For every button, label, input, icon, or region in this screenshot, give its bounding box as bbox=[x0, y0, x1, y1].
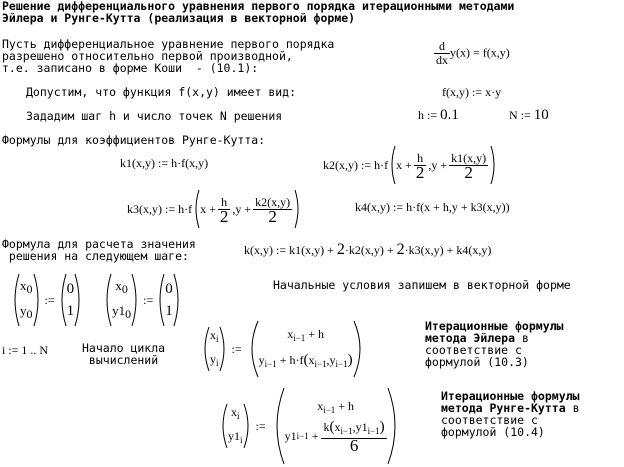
rk-header: Формулы для коэффициентов Рунге-Кутта: bbox=[2, 133, 266, 147]
right-paren bbox=[243, 403, 253, 449]
loop-range: i := 1 .. N bbox=[2, 343, 49, 357]
N-definition: N := 10 bbox=[509, 107, 549, 123]
left-paren bbox=[245, 320, 259, 378]
left-paren bbox=[200, 326, 210, 372]
right-paren bbox=[387, 387, 403, 465]
left-paren bbox=[10, 273, 20, 327]
left-paren bbox=[155, 273, 165, 327]
k1-formula: k1(x,y) := h·f(x,y) bbox=[120, 156, 209, 170]
initial-conditions: x0 y0 := 0 1 x0 y10 := 0 1 bbox=[10, 272, 183, 328]
init-text: Начальные условия запишем в векторной форме bbox=[273, 278, 571, 292]
k-formula: k(x,y) := k1(x,y) + 2·k2(x,y) + 2·k3(x,y) + k4(x,y) bbox=[244, 241, 492, 258]
right-paren bbox=[490, 145, 498, 185]
page-title: Решение дифференциального уравнения первого порядка итерационными методами Эйлера и Рунге-Кутта (реализация в векторной форме) bbox=[2, 0, 515, 25]
rk-formula: $x_i$ $y1_i$ := $x_{i-1} + h$ y1 i−1 + $\frac{k(x_{i-1},y1_{i-1})}{6}$ bbox=[218, 386, 403, 466]
assume-text: Допустим, что функция f(x,y) имеет вид: bbox=[26, 85, 297, 99]
right-paren bbox=[131, 273, 141, 327]
right-paren bbox=[294, 189, 302, 229]
formula-text: Формула для расчета значения решения на следующем шаге: bbox=[2, 237, 196, 263]
right-paren bbox=[173, 273, 183, 327]
k4-formula: k4(x,y) := h·f(x + h,y + k3(x,y)) bbox=[355, 200, 510, 214]
left-paren bbox=[388, 145, 396, 185]
left-paren bbox=[269, 387, 285, 465]
f-definition: f(x,y) := x·y bbox=[442, 85, 502, 99]
k3-formula: k3(x,y) := h·f x + $\frac{h}{2}$ ,y + $\frac{k2(x,y)}{2}$ bbox=[127, 188, 302, 230]
left-paren bbox=[102, 273, 112, 327]
intro-text: Пусть дифференциальное уравнение первого порядка разрешено относительно первой производной, т.е. записано в форме Коши - (10.1): bbox=[2, 37, 335, 75]
rk-caption: Итерационные формулы метода Рунге-Кутта в соответствие с формулой (10.4) bbox=[441, 389, 580, 439]
h-definition: h := 0.1 bbox=[418, 107, 459, 123]
left-paren bbox=[57, 273, 67, 327]
euler-caption: Итерационные формулы метода Эйлера в соответствие с формулой (10.3) bbox=[425, 319, 564, 369]
loop-text: Начало цикла вычислений bbox=[82, 341, 166, 367]
right-paren bbox=[74, 273, 84, 327]
right-paren bbox=[353, 320, 367, 378]
right-paren bbox=[219, 326, 229, 372]
left-paren bbox=[218, 403, 228, 449]
right-paren bbox=[33, 273, 43, 327]
left-paren bbox=[192, 189, 200, 229]
k2-formula: k2(x,y) := h·f x + $\frac{h}{2}$ ,y + $\frac{k1(x,y)}{2}$ bbox=[323, 144, 498, 186]
ode-equation: $\frac{d}{dx}$ y(x) = f(x,y) bbox=[436, 39, 510, 67]
step-text: Зададим шаг h и число точек N решения bbox=[26, 109, 283, 123]
euler-formula: $x_i$ $y_i$ := $x_{i-1} + h$ $y_{i-1} + h\cdot f(x_{i-1},y_{i-1})$ bbox=[200, 320, 367, 378]
